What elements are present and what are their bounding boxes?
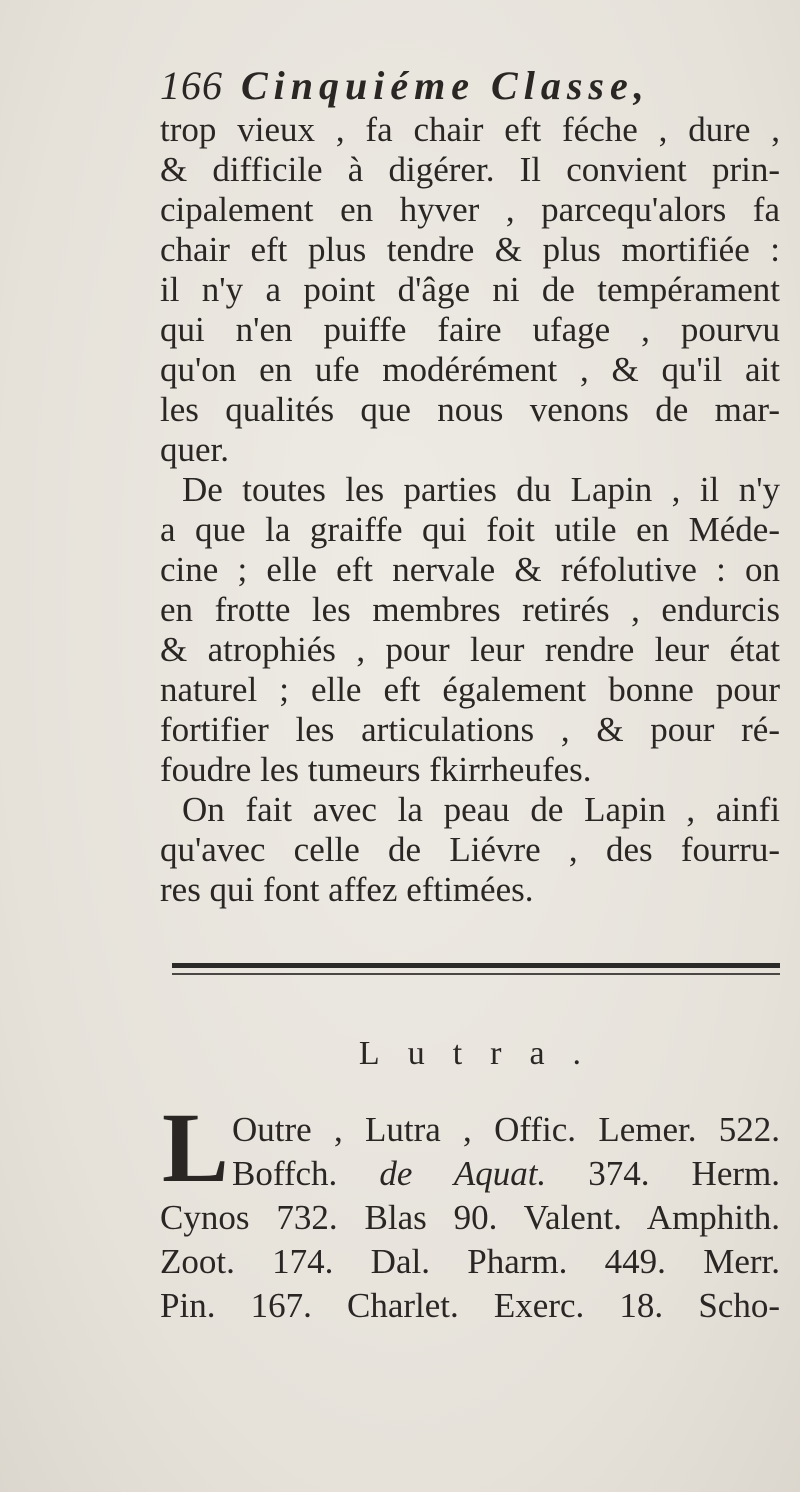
text-line: res qui font affez eftimées. xyxy=(160,870,534,909)
text-line: les qualités que nous venons de mar- xyxy=(160,390,780,429)
text-line: fortifier les articulations , & pour ré- xyxy=(160,710,780,749)
entry-text xyxy=(160,1092,780,1328)
text-line: qu'avec celle de Liévre , des fourru- xyxy=(160,830,780,869)
text-line: & atrophiés , pour leur rendre leur état xyxy=(160,630,780,669)
text-line: Pin. 167. Charlet. Exerc. 18. Scho- xyxy=(160,1286,780,1325)
running-header xyxy=(160,62,770,110)
text-line: & difficile à digérer. Il convient prin- xyxy=(160,150,780,189)
page-number: 166 xyxy=(160,63,223,108)
text-line: foudre les tumeurs fkirrheufes. xyxy=(160,750,592,789)
text-fragment: Boffch. xyxy=(232,1154,338,1193)
text-line: trop vieux , fa chair eft féche , dure , xyxy=(160,110,780,149)
running-title: Cinquiéme Classe, xyxy=(241,63,650,108)
text-line: en frotte les membres retirés , endurcis xyxy=(160,590,780,629)
section-divider-rule xyxy=(172,963,780,975)
text-line: cipalement en hyver , parcequ'alors fa xyxy=(160,190,780,229)
text-line: naturel ; elle eft également bonne pour xyxy=(160,670,780,709)
text-line: a que la graiffe qui foit utile en Méde- xyxy=(160,510,780,549)
text-line: qui n'en puiffe faire ufage , pourvu xyxy=(160,310,780,349)
italic-citation: de Aquat. xyxy=(379,1154,547,1193)
text-line: Outre , Lutra , Offic. Lemer. 522. xyxy=(232,1110,780,1149)
body-text xyxy=(160,110,780,910)
text-line: Cynos 732. Blas 90. Valent. Amphith. xyxy=(160,1198,780,1237)
text-line: On fait avec la peau de Lapin , ainfi xyxy=(182,790,780,829)
text-line: il n'y a point d'âge ni de tempérament xyxy=(160,270,780,309)
text-line: Zoot. 174. Dal. Pharm. 449. Merr. xyxy=(160,1242,780,1281)
text-line: quer. xyxy=(160,430,230,469)
text-fragment: 374. Herm. xyxy=(588,1154,780,1193)
text-line xyxy=(160,1152,780,1196)
text-line: qu'on en ufe modérément , & qu'il ait xyxy=(160,350,780,389)
section-title: Lutra. xyxy=(358,1035,610,1072)
text-line: cine ; elle eft nervale & réfolutive : on xyxy=(160,550,780,589)
text-line: chair eft plus tendre & plus mortifiée : xyxy=(160,230,780,269)
text-line: De toutes les parties du Lapin , il n'y xyxy=(182,470,780,509)
drop-cap: L xyxy=(162,1092,229,1203)
